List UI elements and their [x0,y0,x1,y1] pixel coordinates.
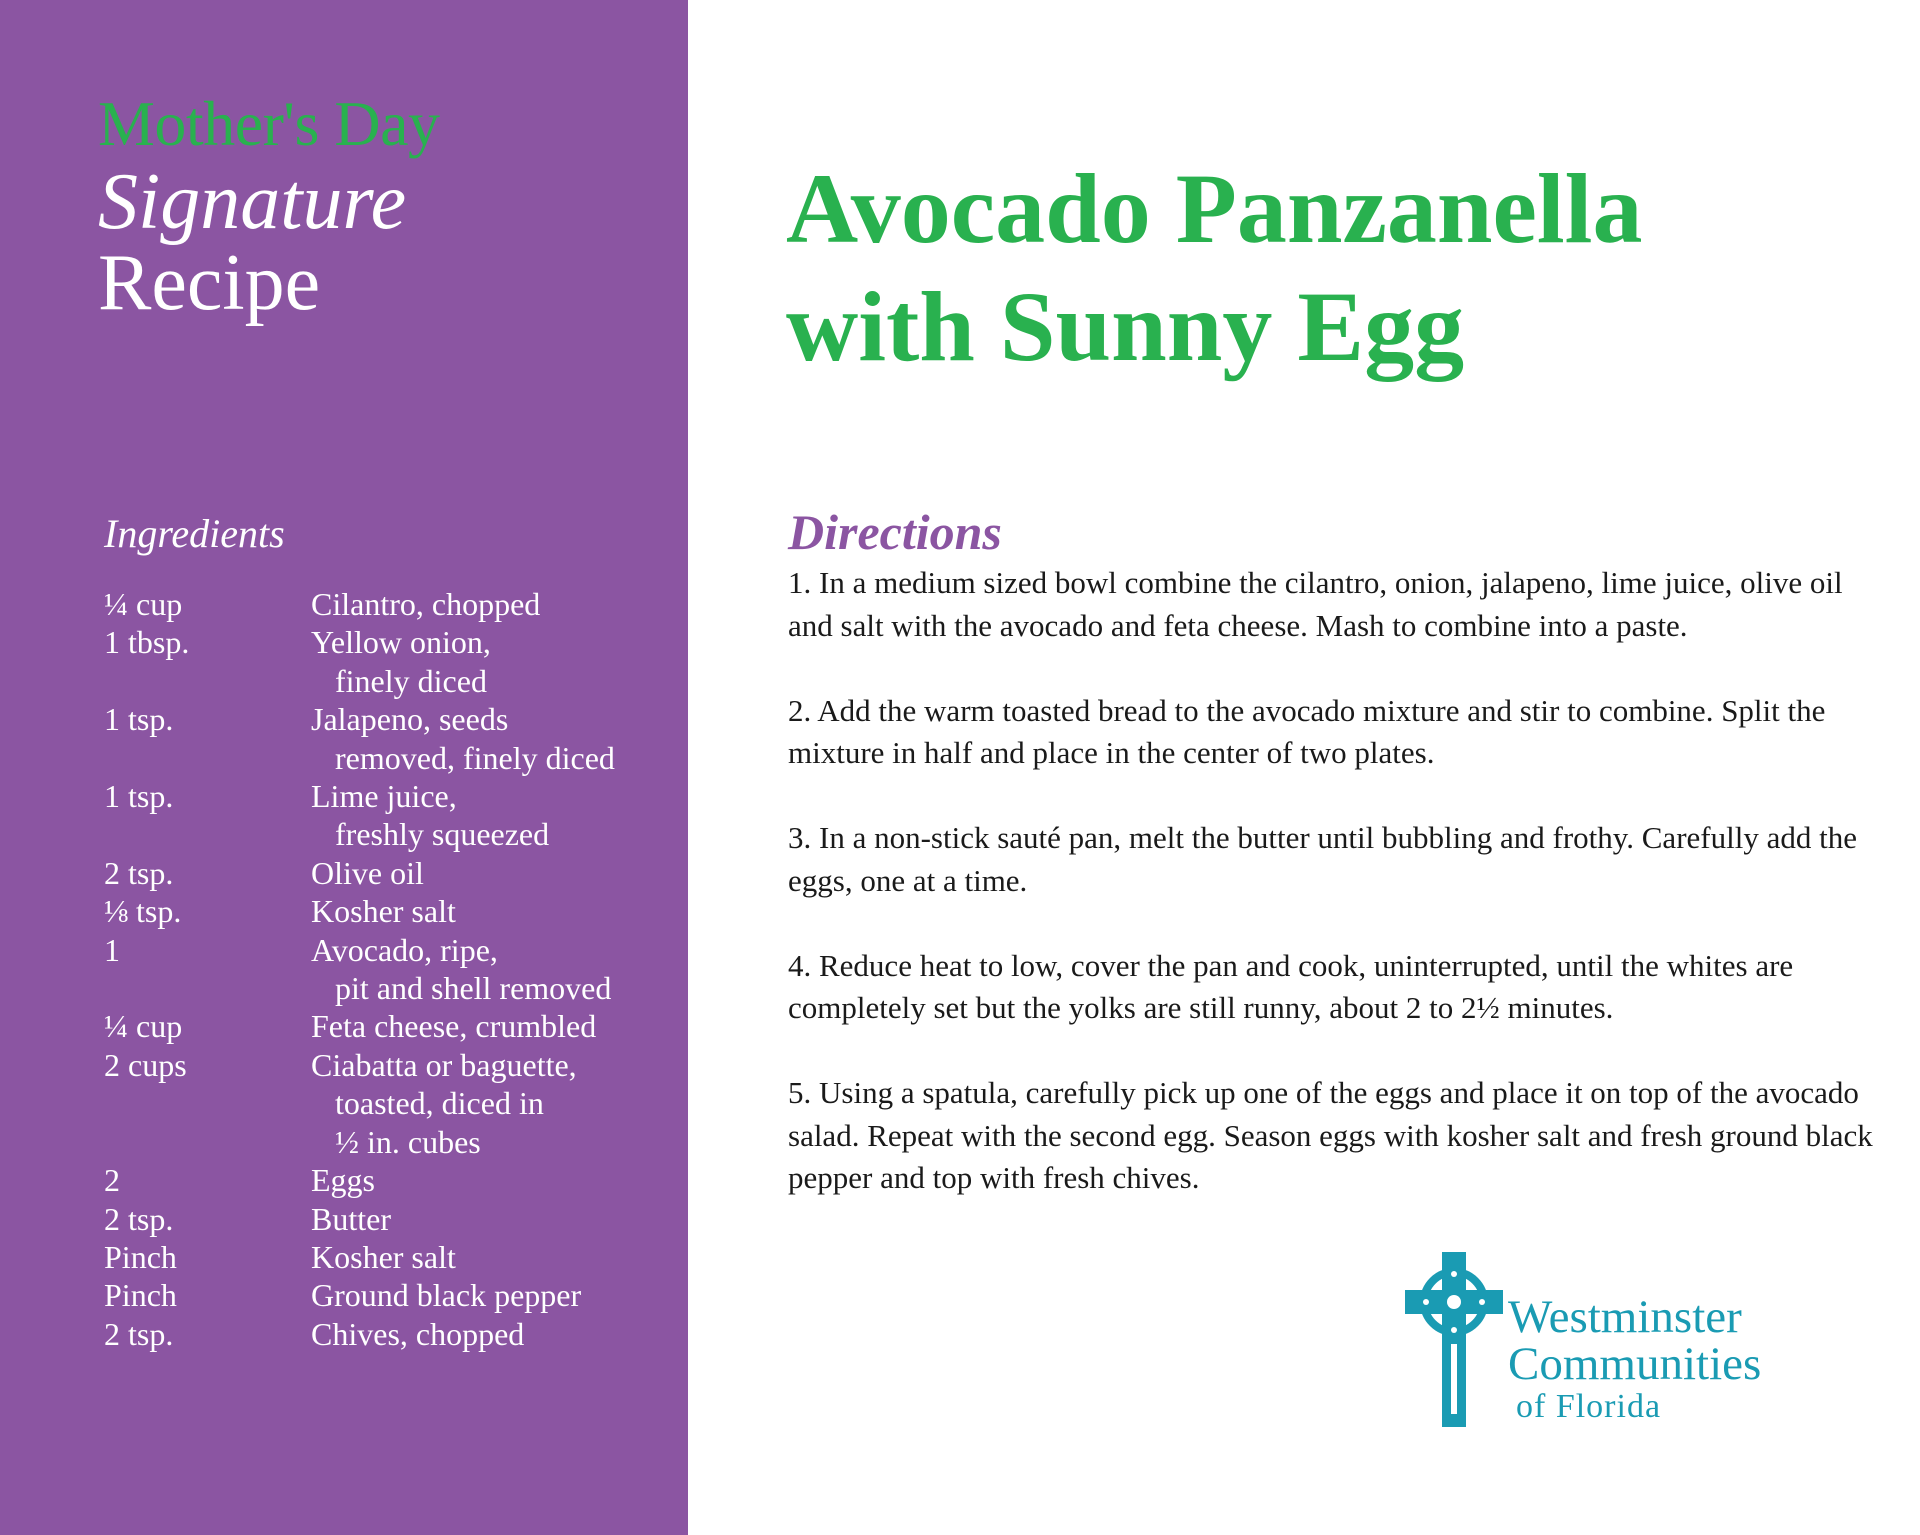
ingredient-description [311,1046,664,1161]
direction-step: 3. In a non-stick sauté pan, melt the butter until bubbling and frothy. Carefully add the eggs, one at a time. [788,820,1857,898]
ingredient-row [104,777,664,854]
ingredient-quantity: 2 cups [104,1046,187,1083]
recipe-title-line2: with Sunny Egg [786,271,1465,382]
brand-signature: Signature [98,158,407,246]
ingredient-text: Avocado, ripe, [311,931,498,968]
ingredient-quantity: Pinch [104,1238,177,1275]
ingredient-description [311,1161,664,1199]
ingredient-text: Kosher salt [311,893,456,930]
ingredient-quantity: ¼ cup [104,1008,183,1045]
ingredient-row [104,854,664,892]
logo-line-communities: Communities [1508,1338,1762,1390]
ingredient-quantity: 2 tsp. [104,1200,174,1237]
ingredient-description [311,777,664,854]
ingredient-text: Yellow onion, [311,624,491,661]
ingredient-row [104,1315,664,1353]
ingredient-text: Ciabatta or baguette, [311,1046,577,1083]
ingredient-row [104,931,664,1008]
directions-list [788,562,1888,1242]
ingredient-row [104,623,664,700]
ingredient-text: ½ in. cubes [335,1123,481,1160]
ingredient-quantity: ⅛ tsp. [104,893,182,930]
ingredient-text: Chives, chopped [311,1315,525,1352]
ingredient-row [104,1238,664,1276]
ingredient-row [104,1161,664,1199]
ingredient-quantity: 2 tsp. [104,1315,174,1352]
ingredient-text: Cilantro, chopped [311,586,541,622]
direction-step: 5. Using a spatula, carefully pick up one of the eggs and place it on top of the avocado salad. Repeat with the second egg. Season eggs with kosher salt and fresh ground black pepper and top with fresh chives. [788,1075,1873,1195]
ingredient-text: Eggs [311,1162,375,1199]
ingredient-description [311,892,664,930]
ingredient-text: pit and shell removed [335,970,612,1007]
ingredient-row [104,585,664,623]
ingredient-text: removed, finely diced [335,739,615,776]
ingredient-text: Kosher salt [311,1238,456,1275]
ingredient-text: Lime juice, [311,778,457,815]
ingredient-description [311,1007,664,1045]
ingredient-description [311,1276,664,1314]
ingredient-quantity: 1 tsp. [104,778,174,815]
brand-mothers-day: Mother's Day [98,88,440,159]
brand-recipe: Recipe [98,239,321,327]
ingredient-row [104,1200,664,1238]
logo-line-florida: of Florida [1516,1388,1662,1425]
ingredient-text: Feta cheese, crumbled [311,1008,597,1045]
directions-heading: Directions [788,504,1002,560]
ingredient-quantity: 1 tsp. [104,701,174,738]
ingredient-row [104,892,664,930]
ingredient-row [104,1007,664,1045]
ingredient-description [311,1315,664,1353]
ingredient-text: Butter [311,1200,391,1237]
recipe-title-line1: Avocado Panzanella [786,153,1643,264]
ingredient-quantity: Pinch [104,1277,177,1314]
ingredient-description [311,623,664,700]
ingredient-quantity: 1 [104,931,120,968]
logo-line-westminster: Westminster [1508,1291,1742,1343]
ingredient-text: Ground black pepper [311,1277,582,1314]
ingredient-description [311,1238,664,1276]
direction-step: 2. Add the warm toasted bread to the avocado mixture and stir to combine. Split the mixture in half and place in the center of two plates. [788,692,1826,770]
ingredient-quantity: 2 tsp. [104,854,174,891]
westminster-logo [1405,1252,1825,1427]
ingredient-text: Jalapeno, seeds [311,701,509,738]
ingredient-quantity: ¼ cup [104,586,183,622]
ingredient-row [104,700,664,777]
ingredient-quantity: 1 tbsp. [104,624,190,661]
ingredients-heading: Ingredients [104,511,285,556]
ingredient-row [104,1046,664,1161]
logo-text [1508,1291,1762,1426]
ingredient-description [311,931,664,1008]
ingredient-description [311,700,664,777]
ingredient-quantity: 2 [104,1162,120,1199]
ingredient-text: toasted, diced in [335,1085,544,1122]
left-panel [0,0,688,1535]
ingredient-text: Olive oil [311,854,424,891]
ingredient-description [311,585,664,623]
ingredient-row [104,1276,664,1314]
ingredient-text: finely diced [335,662,487,699]
recipe-title [786,150,1642,386]
ingredients-list [104,585,664,1353]
ingredient-text: freshly squeezed [335,816,550,853]
direction-step: 4. Reduce heat to low, cover the pan and cook, uninterrupted, until the whites are completely set but the yolks are still runny, about 2 to 2½ minutes. [788,947,1794,1025]
direction-step: 1. In a medium sized bowl combine the cilantro, onion, jalapeno, lime juice, olive oil and salt with the avocado and feta cheese. Mash to combine into a paste. [788,565,1843,643]
ingredient-description [311,1200,664,1238]
celtic-cross-icon [1405,1252,1503,1427]
ingredient-description [311,854,664,892]
